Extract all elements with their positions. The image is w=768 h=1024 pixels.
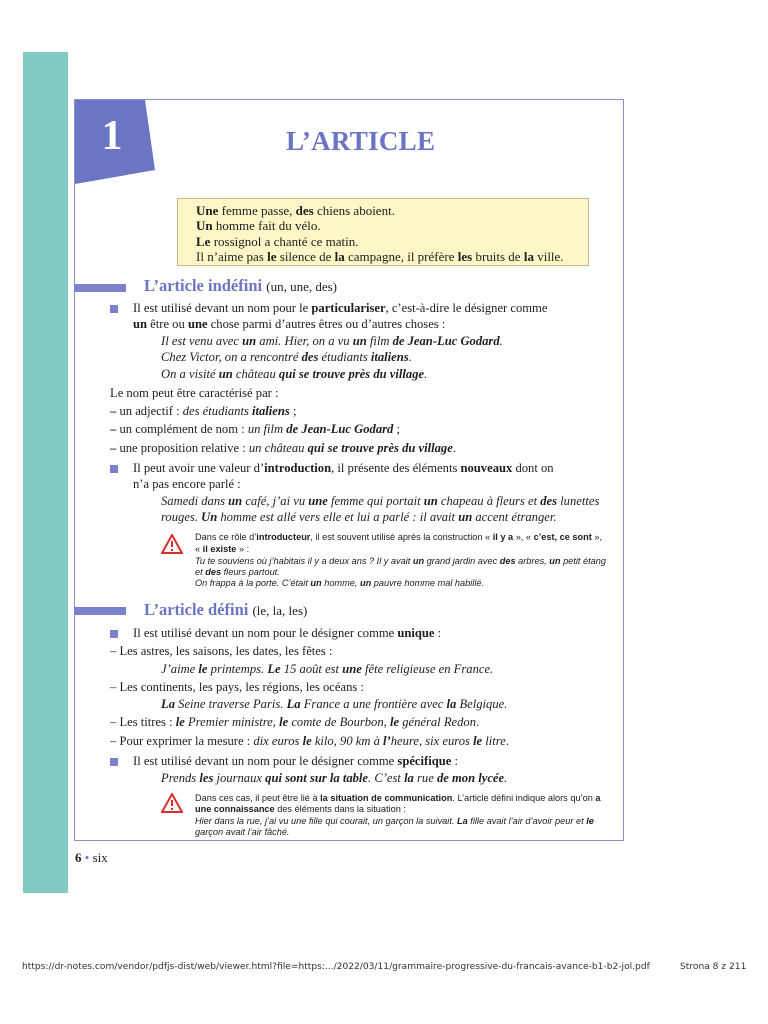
text-run: : (434, 626, 442, 640)
text-line (133, 460, 554, 476)
text-run: ; (393, 422, 400, 436)
page-footer (75, 850, 108, 866)
text-run: la situation de communication (320, 793, 453, 803)
text-run: un complément de nom : (116, 422, 248, 436)
text-run: des (301, 350, 319, 364)
text-run: Dans ce rôle d’ (195, 532, 257, 542)
text-run: . (499, 334, 503, 348)
note-line (195, 531, 602, 543)
text-run: l’ (383, 734, 391, 748)
text-run: bruits de (472, 248, 524, 264)
text-line (110, 714, 479, 730)
text-line (133, 316, 445, 332)
text-run: de Jean-Luc Godard (286, 422, 394, 436)
example-line (161, 770, 507, 786)
text-run: La (286, 697, 301, 711)
text-run: « (195, 544, 203, 554)
warning-triangle-icon (161, 793, 183, 813)
text-run: . (452, 441, 456, 455)
text-run: silence de (276, 248, 335, 264)
text-run: J’aime (161, 662, 199, 676)
text-run: ami. Hier, on a vu (256, 334, 353, 348)
text-run: un (359, 578, 372, 588)
viewer-page-indicator: Strona 8 z 211 (680, 962, 747, 972)
text-run: Il est venu avec (161, 334, 243, 348)
text-run: . (424, 367, 428, 381)
text-run: un (242, 334, 257, 348)
text-run: une connaissance (195, 804, 275, 814)
text-run: la (404, 771, 414, 785)
note-line (195, 577, 484, 589)
intro-example-box (177, 198, 589, 266)
text-run: Premier ministre, (184, 715, 280, 729)
text-run: Un (201, 510, 218, 524)
text-run: . (505, 734, 509, 748)
text-run: film (366, 334, 393, 348)
text-run: homme, (321, 578, 360, 588)
text-run: introduction (264, 461, 332, 475)
example-line (161, 333, 503, 349)
text-run: de mon lycée (436, 771, 505, 785)
text-run: Un (196, 218, 213, 234)
intro-line (196, 203, 588, 218)
text-run: » : (236, 544, 250, 554)
text-run: Il est utilisé devant un nom pour le (133, 301, 312, 315)
text-run: le (302, 734, 312, 748)
page-word: six (92, 850, 108, 865)
text-run: lunettes (557, 494, 600, 508)
section-bar (74, 607, 126, 615)
text-run: un (218, 367, 233, 381)
text-run: unique (397, 626, 435, 640)
text-run: les (199, 771, 214, 785)
text-run: chose parmi d’autres êtres ou d’autres choses : (207, 317, 446, 331)
chapter-number: 1 (101, 113, 123, 159)
text-run: », « (513, 532, 534, 542)
text-run: une (187, 317, 208, 331)
text-run: heure, six euros (390, 734, 474, 748)
text-run: La (456, 816, 468, 826)
example-line (161, 366, 427, 382)
text-run: , il présente des éléments (331, 461, 461, 475)
text-run: homme est allé vers elle et lui a parlé : il avait (217, 510, 459, 524)
text-run: une proposition relative : (116, 441, 249, 455)
intro-line (196, 249, 588, 264)
text-run: les (457, 248, 473, 264)
text-run: café, j’ai vu (242, 494, 309, 508)
text-run: introducteur (256, 532, 311, 542)
text-run: – (110, 422, 117, 436)
text-run: un (423, 494, 438, 508)
section-heading-defini: L’article défini (le, la, les) (144, 600, 308, 619)
example-line (161, 349, 412, 365)
text-run: Le (267, 662, 281, 676)
text-run: garçon avait l’air fâché. (195, 827, 290, 837)
text-run: un château (248, 441, 308, 455)
text-run: grand jardin avec (424, 556, 500, 566)
text-run: dix euros (253, 734, 303, 748)
text-run: étudiants (318, 350, 371, 364)
bullet-square (110, 630, 118, 638)
text-run: On a visité (161, 367, 219, 381)
text-run: 15 août est (280, 662, 343, 676)
text-run: France a une frontière avec (300, 697, 447, 711)
text-run: un (133, 317, 148, 331)
text-run: un (458, 510, 473, 524)
text-run: la (334, 248, 345, 264)
bullet-square (110, 305, 118, 313)
text-run: Il n’aime pas (196, 248, 268, 264)
text-run: des (499, 556, 516, 566)
text-run: un (412, 556, 425, 566)
text-run: un film (247, 422, 287, 436)
bullet-square (110, 465, 118, 473)
example-line (161, 661, 493, 677)
text-run: rue (413, 771, 437, 785)
text-run: être ou (147, 317, 188, 331)
text-run: une (342, 662, 362, 676)
text-run: Seine traverse Paris. (175, 697, 287, 711)
text-run: Une (196, 203, 219, 218)
text-line (110, 385, 279, 401)
text-run: il y a (492, 532, 514, 542)
text-run: femme passe, (218, 203, 296, 218)
text-run: – Les titres : (110, 715, 176, 729)
text-run: Le (196, 233, 211, 249)
note-line (195, 543, 249, 555)
text-run: La (161, 697, 175, 711)
text-run: c’est, ce sont (533, 532, 592, 542)
text-run: – (110, 404, 117, 418)
text-run: un (352, 334, 367, 348)
text-run: printemps. (207, 662, 268, 676)
text-run: Prends (161, 771, 200, 785)
text-run: Il est utilisé devant un nom pour le désigner comme (133, 626, 398, 640)
section-heading-indefini: L’article indéfini (un, une, des) (144, 276, 337, 295)
text-run: ville. (533, 248, 564, 264)
text-run: il existe (202, 544, 237, 554)
text-run: un adjectif : (116, 404, 183, 418)
text-run: – Les astres, les saisons, les dates, les fêtes : (110, 644, 333, 658)
text-run: homme fait du vélo. (212, 218, 321, 234)
text-line (133, 300, 547, 316)
page-number: 6 (75, 850, 82, 865)
text-run: ; (289, 404, 297, 418)
text-run: Chez Victor, on a rencontré (161, 350, 302, 364)
text-run: le (389, 715, 400, 729)
text-run: fleurs partout. (221, 567, 280, 577)
text-run: des (540, 494, 558, 508)
text-run: . (504, 771, 508, 785)
text-run: Dans ces cas, il peut être lié à (195, 793, 321, 803)
text-run: , il est souvent utilisé après la construction « (310, 532, 493, 542)
text-run: le (198, 662, 208, 676)
text-run: journaux (213, 771, 266, 785)
text-run: – Les continents, les pays, les régions, les océans : (110, 680, 364, 694)
text-run: campagne, il préfère (344, 248, 458, 264)
text-line (110, 421, 400, 437)
footer-bullet: • (84, 850, 90, 865)
text-run: un (549, 556, 561, 566)
text-run: petit étang (560, 556, 606, 566)
intro-line (196, 218, 588, 233)
text-run: un (310, 578, 322, 588)
text-run: Hier dans la rue, j’ai vu une fille qui courait, un garçon la suivait. (195, 816, 457, 826)
text-run: accent étranger. (472, 510, 557, 524)
text-run: le (267, 248, 277, 264)
text-line (110, 643, 332, 659)
text-run: la (523, 248, 534, 264)
text-run: de Jean-Luc Godard (392, 334, 500, 348)
text-line (110, 403, 296, 419)
text-run: rouges. (161, 510, 202, 524)
text-run: qui se trouve près du village (307, 441, 453, 455)
example-line (161, 696, 507, 712)
text-run: italiens (370, 350, 409, 364)
text-run: des étudiants (182, 404, 253, 418)
text-run: litre (482, 734, 506, 748)
text-run: – (110, 441, 117, 455)
text-run: », (591, 532, 603, 542)
example-line (161, 509, 557, 525)
viewer-url[interactable]: https://dr-notes.com/vendor/pdfjs-dist/web/viewer.html?file=https:.../2022/03/11/grammaire-progressive-du-francais-avance-b1-b2-jol.pdf (22, 962, 650, 972)
text-run: particulariser (311, 301, 386, 315)
intro-line (196, 234, 588, 249)
text-run: dont on (512, 461, 554, 475)
text-run: arbres, (515, 556, 550, 566)
text-line (110, 679, 364, 695)
text-run: – Pour exprimer la mesure : (110, 734, 254, 748)
text-run: qui sont sur la table (265, 771, 369, 785)
text-run: Samedi dans (161, 494, 229, 508)
text-run: rossignol a chanté ce matin. (210, 233, 359, 249)
text-run: des (295, 203, 314, 218)
text-run: une (308, 494, 328, 508)
text-run: femme qui portait (327, 494, 424, 508)
text-run: italiens (252, 404, 290, 418)
text-run: qui se trouve près du village (278, 367, 425, 381)
text-run: . (476, 715, 480, 729)
text-run: Tu te souviens où j’habitais il y a deux ans ? Il y avait (195, 556, 413, 566)
text-run: On frappa à la porte. C’était (195, 578, 311, 588)
text-line (110, 440, 456, 456)
text-run: . (408, 350, 412, 364)
example-line (161, 493, 599, 509)
text-run: fille avait l’air d’avoir peur et (467, 816, 587, 826)
text-run: général Redon (399, 715, 476, 729)
text-run: des (205, 567, 222, 577)
text-run: : (451, 754, 458, 768)
text-run: Il est utilisé devant un nom pour le désigner comme (133, 754, 398, 768)
section-bar (74, 284, 126, 292)
text-line (133, 625, 441, 641)
text-run: et (195, 567, 206, 577)
text-run: le (279, 715, 289, 729)
text-run: chiens aboient. (313, 203, 395, 218)
warning-triangle-icon (161, 534, 183, 554)
text-run: Belgique. (456, 697, 508, 711)
text-run: château (232, 367, 279, 381)
bullet-square (110, 758, 118, 766)
text-run: . L’article défini indique alors qu’on (452, 793, 596, 803)
note-line (195, 826, 289, 838)
text-run: Le nom peut être caractérisé par : (110, 386, 279, 400)
text-line (133, 753, 458, 769)
text-run: nouveaux (460, 461, 513, 475)
text-line (110, 733, 509, 749)
text-run: fête religieuse en France. (361, 662, 494, 676)
text-run: un (228, 494, 243, 508)
text-run: le (586, 816, 594, 826)
text-run: pauvre homme mal habillé. (371, 578, 485, 588)
text-line (133, 476, 241, 492)
chapter-title: L’ARTICLE (286, 126, 436, 156)
text-run: comte de Bourbon, (288, 715, 390, 729)
left-margin-band (23, 52, 68, 893)
text-run: le (473, 734, 483, 748)
text-run: n’a pas encore parlé : (133, 477, 241, 491)
text-run: spécifique (397, 754, 452, 768)
text-run: Il peut avoir une valeur d’ (133, 461, 265, 475)
text-run: , c’est-à-dire le désigner comme (385, 301, 548, 315)
text-run: a (595, 793, 601, 803)
note-line (195, 803, 406, 815)
text-run: des éléments dans la situation : (274, 804, 406, 814)
text-run: le (175, 715, 185, 729)
text-run: chapeau à fleurs et (437, 494, 541, 508)
text-run: la (446, 697, 457, 711)
text-run: kilo, 90 km à (311, 734, 384, 748)
text-run: . C’est (368, 771, 405, 785)
